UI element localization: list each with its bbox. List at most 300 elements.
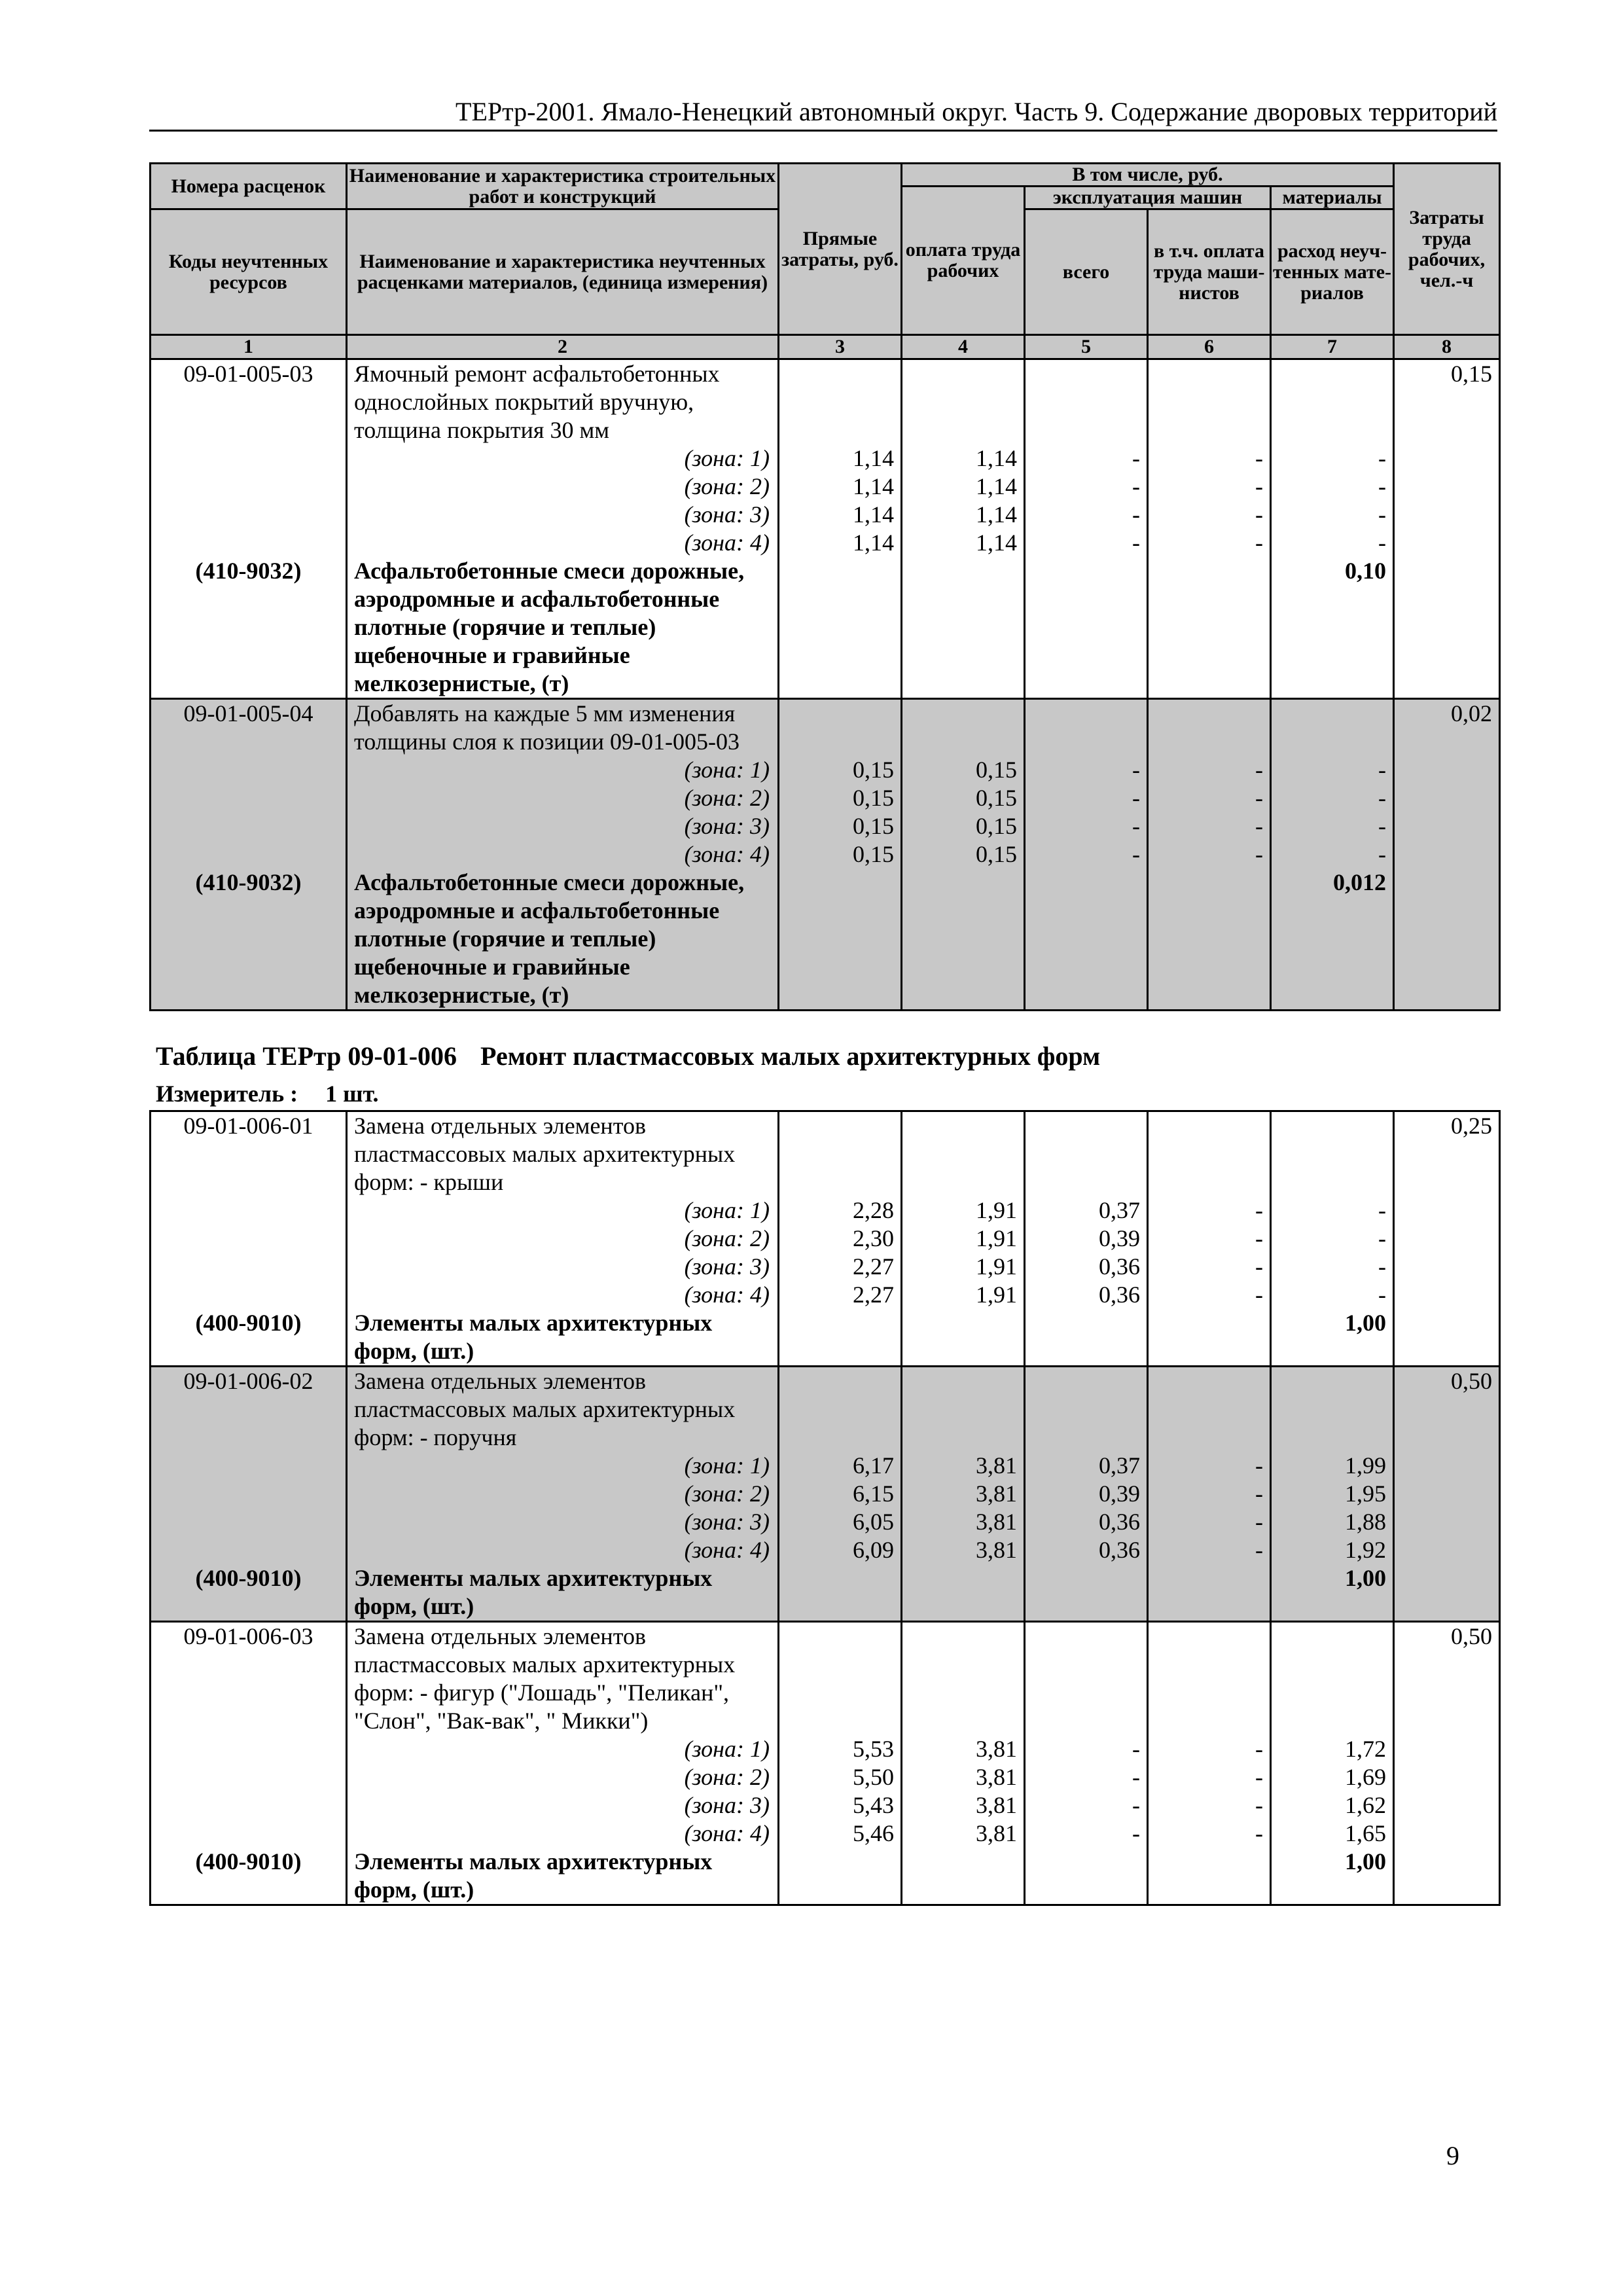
machine-total: - — [1025, 529, 1148, 557]
empty-cell — [779, 1367, 902, 1396]
empty-cell — [902, 1395, 1025, 1424]
empty-cell — [1394, 613, 1500, 641]
empty-cell — [1394, 812, 1500, 840]
table-row — [151, 1281, 1500, 1309]
rate-code: 09-01-006-03 — [151, 1622, 347, 1651]
worker-pay: 3,81 — [902, 1508, 1025, 1536]
empty-cell — [151, 501, 347, 529]
empty-cell — [779, 728, 902, 756]
machinist-pay: - — [1148, 1735, 1271, 1763]
empty-cell — [151, 1225, 347, 1253]
direct-costs: 5,46 — [779, 1820, 902, 1848]
machinist-pay: - — [1148, 529, 1271, 557]
worker-pay: 3,81 — [902, 1480, 1025, 1508]
worker-pay: 1,14 — [902, 529, 1025, 557]
empty-cell — [151, 1281, 347, 1309]
empty-cell — [151, 1140, 347, 1168]
empty-cell — [1025, 1848, 1148, 1876]
empty-cell — [151, 1508, 347, 1536]
machinist-pay: - — [1148, 1508, 1271, 1536]
empty-cell — [902, 641, 1025, 670]
resource-code: (400-9010) — [151, 1848, 347, 1876]
th-total: всего — [1025, 209, 1148, 335]
empty-cell — [902, 1848, 1025, 1876]
rate-description: форм: - фигур ("Лошадь", "Пеликан", — [347, 1679, 779, 1707]
labor-costs: 0,50 — [1394, 1622, 1500, 1651]
th-machine-op: эксплуатация машин — [1025, 187, 1271, 209]
zone-label: (зона: 2) — [347, 473, 779, 501]
th-direct-costs: Прямые затраты, руб. — [779, 164, 902, 335]
empty-cell — [779, 1848, 902, 1876]
materials-cost: - — [1271, 756, 1394, 784]
empty-cell — [1025, 699, 1148, 728]
table-row — [151, 699, 1500, 728]
empty-cell — [1025, 953, 1148, 981]
empty-cell — [1025, 869, 1148, 897]
empty-cell — [151, 981, 347, 1011]
table-row — [151, 869, 1500, 897]
empty-cell — [1148, 897, 1271, 925]
empty-cell — [1148, 359, 1271, 389]
materials-cost: - — [1271, 1253, 1394, 1281]
machine-total: 0,36 — [1025, 1508, 1148, 1536]
table-row — [151, 897, 1500, 925]
resource-description: плотные (горячие и теплые) — [347, 925, 779, 953]
direct-costs: 2,30 — [779, 1225, 902, 1253]
empty-cell — [1271, 1651, 1394, 1679]
machine-total: - — [1025, 444, 1148, 473]
labor-costs: 0,15 — [1394, 359, 1500, 389]
resource-description: щебеночные и гравийные — [347, 641, 779, 670]
zone-label: (зона: 3) — [347, 1253, 779, 1281]
empty-cell — [1394, 869, 1500, 897]
table-row — [151, 1876, 1500, 1905]
zone-label: (зона: 3) — [347, 1791, 779, 1820]
empty-cell — [1148, 557, 1271, 585]
empty-cell — [1394, 1536, 1500, 1564]
rate-description: Замена отдельных элементов — [347, 1111, 779, 1141]
rate-code: 09-01-006-01 — [151, 1111, 347, 1141]
col-number: 3 — [779, 335, 902, 359]
rate-code: 09-01-005-04 — [151, 699, 347, 728]
empty-cell — [1394, 1452, 1500, 1480]
empty-cell — [1394, 416, 1500, 444]
empty-cell — [1148, 699, 1271, 728]
empty-cell — [1025, 1424, 1148, 1452]
table-head — [151, 164, 1500, 359]
empty-cell — [902, 869, 1025, 897]
empty-cell — [1394, 473, 1500, 501]
machine-total: 0,37 — [1025, 1452, 1148, 1480]
direct-costs: 0,15 — [779, 784, 902, 812]
table-row — [151, 1820, 1500, 1848]
table-row — [151, 756, 1500, 784]
empty-cell — [1025, 1622, 1148, 1651]
rates-table-2 — [149, 1110, 1501, 1906]
empty-cell — [1148, 1651, 1271, 1679]
empty-cell — [1394, 529, 1500, 557]
rate-description: Замена отдельных элементов — [347, 1622, 779, 1651]
materials-cost: 1,72 — [1271, 1735, 1394, 1763]
empty-cell — [902, 1309, 1025, 1337]
empty-cell — [779, 1592, 902, 1622]
resource-quantity: 0,10 — [1271, 557, 1394, 585]
table-row — [151, 1536, 1500, 1564]
rate-description: однослойных покрытий вручную, — [347, 388, 779, 416]
empty-cell — [1025, 1651, 1148, 1679]
empty-cell — [151, 416, 347, 444]
empty-cell — [151, 529, 347, 557]
empty-cell — [902, 670, 1025, 699]
labor-costs: 0,25 — [1394, 1111, 1500, 1141]
direct-costs: 6,17 — [779, 1452, 902, 1480]
empty-cell — [1394, 1281, 1500, 1309]
direct-costs: 5,50 — [779, 1763, 902, 1791]
rate-description: толщины слоя к позиции 09-01-005-03 — [347, 728, 779, 756]
empty-cell — [1271, 1622, 1394, 1651]
empty-cell — [1394, 444, 1500, 473]
worker-pay: 3,81 — [902, 1536, 1025, 1564]
worker-pay: 1,91 — [902, 1281, 1025, 1309]
empty-cell — [151, 1196, 347, 1225]
empty-cell — [1394, 1424, 1500, 1452]
empty-cell — [1271, 416, 1394, 444]
empty-cell — [902, 1168, 1025, 1196]
empty-cell — [151, 388, 347, 416]
empty-cell — [1394, 1253, 1500, 1281]
materials-cost: - — [1271, 840, 1394, 869]
direct-costs: 1,14 — [779, 473, 902, 501]
empty-cell — [1025, 585, 1148, 613]
machinist-pay: - — [1148, 1536, 1271, 1564]
table-row — [151, 416, 1500, 444]
machinist-pay: - — [1148, 1196, 1271, 1225]
zone-label: (зона: 1) — [347, 1196, 779, 1225]
rate-description: форм: - поручня — [347, 1424, 779, 1452]
empty-cell — [151, 1763, 347, 1791]
empty-cell — [1394, 756, 1500, 784]
machinist-pay: - — [1148, 784, 1271, 812]
empty-cell — [1271, 388, 1394, 416]
machinist-pay: - — [1148, 1253, 1271, 1281]
empty-cell — [902, 1564, 1025, 1592]
empty-cell — [779, 1111, 902, 1141]
col-number: 8 — [1394, 335, 1500, 359]
empty-cell — [779, 699, 902, 728]
empty-cell — [1148, 1111, 1271, 1141]
resource-description: щебеночные и гравийные — [347, 953, 779, 981]
empty-cell — [1025, 1707, 1148, 1735]
empty-cell — [1025, 1679, 1148, 1707]
th-materials: материалы — [1271, 187, 1394, 209]
empty-cell — [779, 981, 902, 1011]
empty-cell — [1148, 1337, 1271, 1367]
table-body — [151, 359, 1500, 1011]
empty-cell — [902, 1876, 1025, 1905]
worker-pay: 3,81 — [902, 1735, 1025, 1763]
empty-cell — [1271, 641, 1394, 670]
empty-cell — [151, 1592, 347, 1622]
empty-cell — [151, 784, 347, 812]
resource-description: Элементы малых архитектурных — [347, 1564, 779, 1592]
rate-description: пластмассовых малых архитектурных — [347, 1651, 779, 1679]
machinist-pay: - — [1148, 1480, 1271, 1508]
empty-cell — [1025, 1564, 1148, 1592]
machine-total: - — [1025, 1820, 1148, 1848]
empty-cell — [151, 840, 347, 869]
empty-cell — [1148, 1876, 1271, 1905]
table-row — [151, 1791, 1500, 1820]
empty-cell — [779, 557, 902, 585]
table-row — [151, 1735, 1500, 1763]
empty-cell — [779, 1424, 902, 1452]
empty-cell — [1148, 1140, 1271, 1168]
empty-cell — [902, 1707, 1025, 1735]
empty-cell — [151, 1735, 347, 1763]
empty-cell — [151, 1424, 347, 1452]
table-row — [151, 670, 1500, 699]
zone-label: (зона: 4) — [347, 840, 779, 869]
resource-description: форм, (шт.) — [347, 1337, 779, 1367]
empty-cell — [1148, 1168, 1271, 1196]
table-row — [151, 1651, 1500, 1679]
resource-description: Асфальтобетонные смеси дорожные, — [347, 557, 779, 585]
resource-description: Асфальтобетонные смеси дорожные, — [347, 869, 779, 897]
empty-cell — [1394, 1225, 1500, 1253]
materials-cost: 1,92 — [1271, 1536, 1394, 1564]
empty-cell — [1271, 925, 1394, 953]
direct-costs: 1,14 — [779, 444, 902, 473]
rate-code: 09-01-005-03 — [151, 359, 347, 389]
table-row — [151, 1622, 1500, 1651]
th-worker-pay: оплата труда рабочих — [902, 187, 1025, 335]
machinist-pay: - — [1148, 1763, 1271, 1791]
table-body — [151, 1111, 1500, 1905]
table-row — [151, 473, 1500, 501]
empty-cell — [1148, 1592, 1271, 1622]
worker-pay: 3,81 — [902, 1791, 1025, 1820]
empty-cell — [1025, 557, 1148, 585]
th-incl: В том числе, руб. — [902, 164, 1394, 187]
empty-cell — [779, 641, 902, 670]
empty-cell — [1025, 1876, 1148, 1905]
resource-description: Элементы малых архитектурных — [347, 1309, 779, 1337]
table-row — [151, 1111, 1500, 1141]
resource-quantity: 1,00 — [1271, 1848, 1394, 1876]
empty-cell — [1394, 585, 1500, 613]
direct-costs: 0,15 — [779, 840, 902, 869]
empty-cell — [1025, 388, 1148, 416]
rate-description: "Слон", "Вак-вак", " Микки") — [347, 1707, 779, 1735]
empty-cell — [1394, 925, 1500, 953]
empty-cell — [779, 897, 902, 925]
measure-unit — [156, 1080, 406, 1107]
empty-cell — [1148, 585, 1271, 613]
materials-cost: - — [1271, 444, 1394, 473]
empty-cell — [151, 670, 347, 699]
th-name-unaccounted: Наименование и характеристика неучтенных расценками материалов, (единица измерения) — [347, 209, 779, 335]
empty-cell — [1025, 925, 1148, 953]
empty-cell — [779, 1707, 902, 1735]
empty-cell — [1025, 613, 1148, 641]
rate-description: Ямочный ремонт асфальтобетонных — [347, 359, 779, 389]
machine-total: - — [1025, 1791, 1148, 1820]
empty-cell — [1394, 501, 1500, 529]
empty-cell — [779, 925, 902, 953]
table-row — [151, 925, 1500, 953]
empty-cell — [1394, 1735, 1500, 1763]
empty-cell — [1394, 784, 1500, 812]
empty-cell — [1271, 953, 1394, 981]
worker-pay: 3,81 — [902, 1452, 1025, 1480]
zone-label: (зона: 3) — [347, 1508, 779, 1536]
empty-cell — [779, 1140, 902, 1168]
empty-cell — [1148, 1707, 1271, 1735]
table-row — [151, 585, 1500, 613]
table-row — [151, 784, 1500, 812]
empty-cell — [1271, 1876, 1394, 1905]
table-row — [151, 501, 1500, 529]
worker-pay: 3,81 — [902, 1763, 1025, 1791]
empty-cell — [1394, 670, 1500, 699]
empty-cell — [1394, 1395, 1500, 1424]
machinist-pay: - — [1148, 1452, 1271, 1480]
machine-total: - — [1025, 1763, 1148, 1791]
empty-cell — [1394, 1592, 1500, 1622]
materials-cost: - — [1271, 1225, 1394, 1253]
materials-cost: - — [1271, 501, 1394, 529]
worker-pay: 0,15 — [902, 784, 1025, 812]
table-row — [151, 359, 1500, 389]
empty-cell — [1271, 728, 1394, 756]
empty-cell — [902, 1424, 1025, 1452]
materials-cost: 1,69 — [1271, 1763, 1394, 1791]
empty-cell — [1025, 416, 1148, 444]
zone-label: (зона: 3) — [347, 812, 779, 840]
page-header: ТЕРтр-2001. Ямало-Ненецкий автономный округ. Часть 9. Содержание дворовых территорий — [149, 96, 1497, 132]
machinist-pay: - — [1148, 840, 1271, 869]
empty-cell — [1271, 981, 1394, 1011]
worker-pay: 1,14 — [902, 501, 1025, 529]
empty-cell — [902, 1622, 1025, 1651]
empty-cell — [1025, 1140, 1148, 1168]
resource-description: Элементы малых архитектурных — [347, 1848, 779, 1876]
table-row — [151, 1480, 1500, 1508]
empty-cell — [1394, 981, 1500, 1011]
empty-cell — [1271, 1140, 1394, 1168]
col-number: 2 — [347, 335, 779, 359]
empty-cell — [1148, 1679, 1271, 1707]
empty-cell — [151, 1791, 347, 1820]
direct-costs: 2,28 — [779, 1196, 902, 1225]
empty-cell — [1271, 1367, 1394, 1396]
rates-table-1 — [149, 162, 1501, 1011]
empty-cell — [151, 1707, 347, 1735]
machine-total: - — [1025, 501, 1148, 529]
empty-cell — [151, 897, 347, 925]
empty-cell — [151, 756, 347, 784]
empty-cell — [151, 641, 347, 670]
machinist-pay: - — [1148, 1281, 1271, 1309]
direct-costs: 0,15 — [779, 756, 902, 784]
empty-cell — [779, 1395, 902, 1424]
machine-total: - — [1025, 812, 1148, 840]
empty-cell — [902, 557, 1025, 585]
empty-cell — [902, 953, 1025, 981]
table-row — [151, 1367, 1500, 1396]
machine-total: 0,36 — [1025, 1253, 1148, 1281]
empty-cell — [1394, 1337, 1500, 1367]
table-row — [151, 953, 1500, 981]
empty-cell — [1025, 641, 1148, 670]
zone-label: (зона: 1) — [347, 1452, 779, 1480]
empty-cell — [779, 1651, 902, 1679]
empty-cell — [1148, 641, 1271, 670]
machine-total: 0,36 — [1025, 1536, 1148, 1564]
empty-cell — [1025, 981, 1148, 1011]
table-row — [151, 388, 1500, 416]
machinist-pay: - — [1148, 473, 1271, 501]
empty-cell — [151, 812, 347, 840]
empty-cell — [1025, 1395, 1148, 1424]
direct-costs: 6,15 — [779, 1480, 902, 1508]
th-rate-numbers: Номера расценок — [151, 164, 347, 209]
materials-cost: 1,65 — [1271, 1820, 1394, 1848]
empty-cell — [1394, 1707, 1500, 1735]
empty-cell — [902, 416, 1025, 444]
empty-cell — [1271, 1168, 1394, 1196]
empty-cell — [1148, 925, 1271, 953]
labor-costs: 0,50 — [1394, 1367, 1500, 1396]
empty-cell — [1394, 897, 1500, 925]
empty-cell — [1025, 1309, 1148, 1337]
empty-cell — [779, 1309, 902, 1337]
table-row — [151, 1196, 1500, 1225]
direct-costs: 1,14 — [779, 529, 902, 557]
zone-label: (зона: 1) — [347, 756, 779, 784]
table-row — [151, 1168, 1500, 1196]
zone-label: (зона: 4) — [347, 1281, 779, 1309]
rate-description: пластмассовых малых архитектурных — [347, 1395, 779, 1424]
worker-pay: 1,14 — [902, 444, 1025, 473]
worker-pay: 1,14 — [902, 473, 1025, 501]
rate-description: форм: - крыши — [347, 1168, 779, 1196]
rate-code: 09-01-006-02 — [151, 1367, 347, 1396]
empty-cell — [1148, 869, 1271, 897]
empty-cell — [902, 1592, 1025, 1622]
materials-cost: 1,95 — [1271, 1480, 1394, 1508]
th-codes: Коды неучтенных ресурсов — [151, 209, 347, 335]
empty-cell — [1025, 670, 1148, 699]
resource-quantity: 1,00 — [1271, 1309, 1394, 1337]
table-row — [151, 529, 1500, 557]
empty-cell — [1394, 1651, 1500, 1679]
worker-pay: 1,91 — [902, 1196, 1025, 1225]
empty-cell — [151, 585, 347, 613]
machinist-pay: - — [1148, 1791, 1271, 1820]
empty-cell — [1271, 1395, 1394, 1424]
empty-cell — [779, 1679, 902, 1707]
zone-label: (зона: 2) — [347, 784, 779, 812]
empty-cell — [1148, 953, 1271, 981]
empty-cell — [1025, 728, 1148, 756]
empty-cell — [1271, 1707, 1394, 1735]
empty-cell — [1271, 670, 1394, 699]
table-row — [151, 557, 1500, 585]
empty-cell — [1271, 359, 1394, 389]
table-row — [151, 1707, 1500, 1735]
empty-cell — [1394, 1848, 1500, 1876]
